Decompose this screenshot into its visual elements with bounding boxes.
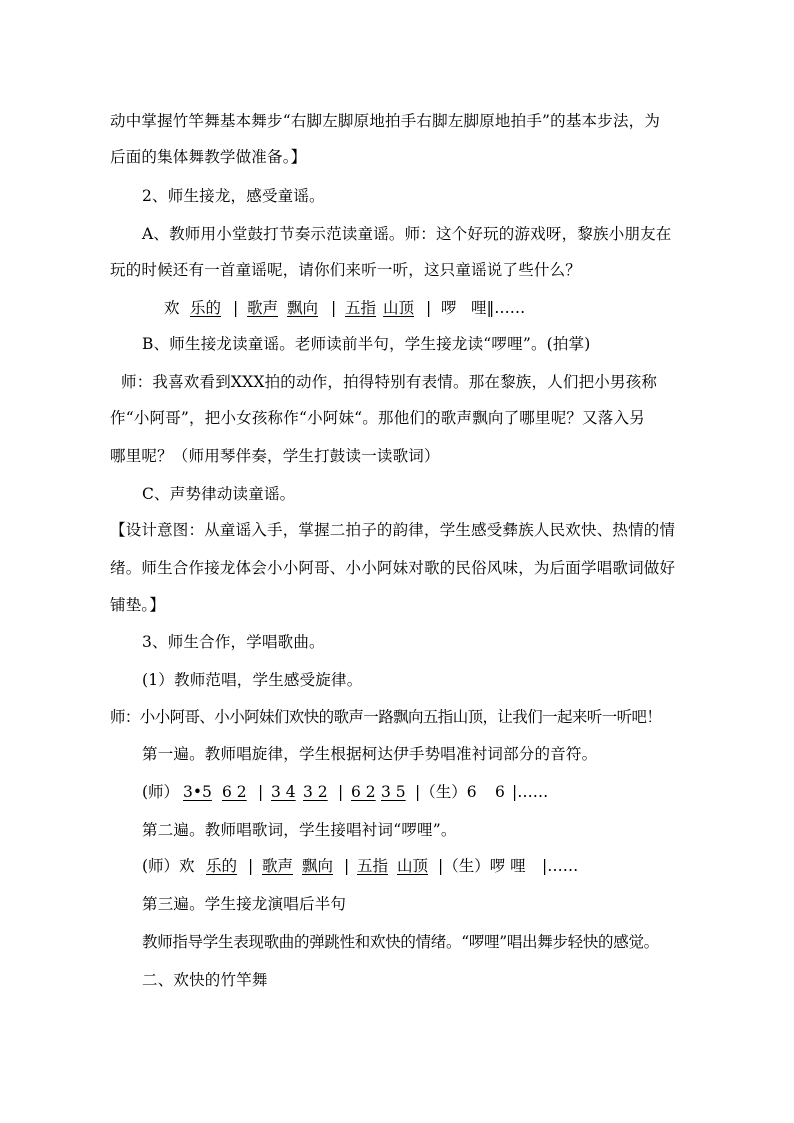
paragraph-line: 铺垫。】 <box>110 596 166 614</box>
paragraph-line: A、教师用小堂鼓打节奏示范读童谣。师：这个好玩的游戏呀，黎族小朋友在 <box>142 225 672 243</box>
lyric: 哩‖…… <box>471 299 526 317</box>
note: 6 2 <box>351 783 376 801</box>
note: 3 2 <box>303 783 328 801</box>
note: 6 2 <box>222 783 247 801</box>
paragraph-line: 绪。师生合作接龙体会小小阿哥、小小阿妹对歌的民俗风味，为后面学唱歌词做好 <box>110 559 676 577</box>
lyric: 飘向 <box>287 299 319 317</box>
paragraph-line: 第一遍。教师唱旋律，学生根据柯达伊手势唱准衬词部分的音符。 <box>142 745 598 763</box>
bar-line: | <box>233 299 239 317</box>
paragraph-line: 教师指导学生表现歌曲的弹跳性和欢快的情绪。“啰哩”唱出舞步轻快的感觉。 <box>142 933 659 951</box>
lyric-notation-line <box>0 856 794 878</box>
paragraph-line: 玩的时候还有一首童谣呢，请你们来听一听，这只童谣说了些什么？ <box>110 261 582 279</box>
paragraph-line: C、声势律动读童谣。 <box>142 485 296 503</box>
paragraph-line: 动中掌握竹竿舞基本舞步“右脚左脚原地拍手右脚左脚原地拍手”的基本步法，为 <box>110 112 661 130</box>
lyric: 五指 <box>345 299 377 317</box>
paragraph-line: 【设计意图：从童谣入手，掌握二拍子的韵律，学生感受彝族人民欢快、热情的情 <box>110 521 676 539</box>
notation-line <box>0 782 794 804</box>
bar-line: | <box>331 299 337 317</box>
bar-line: | <box>258 783 264 801</box>
section-heading: 二、欢快的竹竿舞 <box>142 971 268 989</box>
paragraph-line: 第三遍。学生接龙演唱后半句 <box>142 895 347 913</box>
paragraph-line: 第二遍。教师唱歌词，学生接唱衬词“啰哩”。 <box>142 821 457 839</box>
paragraph-line: (1）教师范唱，学生感受旋律。 <box>142 671 363 689</box>
paragraph-line: 作“小阿哥”，把小女孩称作“小阿妹“。那他们的歌声飘向了哪里呢？又落入另 <box>110 409 645 427</box>
bar-line: | <box>344 857 350 875</box>
bar-line: | <box>248 857 254 875</box>
section-heading: 3、师生合作，学唱歌曲。 <box>142 633 325 651</box>
note: 3 4 <box>271 783 296 801</box>
section-heading: 2、师生接龙，感受童谣。 <box>142 187 325 205</box>
note: 6 <box>495 783 505 801</box>
lyric: 欢 <box>164 299 180 317</box>
note: 3•5 <box>183 783 212 801</box>
label: |（生）6 <box>415 783 477 801</box>
lyric: 五指 <box>357 857 389 875</box>
lyric: 山顶 <box>397 857 429 875</box>
lyric: 乐的 <box>190 299 222 317</box>
paragraph-line: 师：小小阿哥、小小阿妹们欢快的歌声一路飘向五指山顶，让我们一起来听一听吧！ <box>110 708 662 726</box>
bar-line: |…… <box>542 857 579 875</box>
note: 3 5 <box>381 783 406 801</box>
bar-line: |…… <box>512 783 549 801</box>
lyric: 啰 <box>441 299 457 317</box>
lyric-notation-line <box>0 298 794 320</box>
lyric: (师）欢 <box>142 857 195 875</box>
bar-line: | <box>426 299 432 317</box>
label: |（生）啰 哩 <box>438 857 526 875</box>
lyric: 歌声 <box>247 299 279 317</box>
lyric: 飘向 <box>302 857 334 875</box>
paragraph-line: 师：我喜欢看到XXX拍的动作，拍得特别有表情。那在黎族，人们把小男孩称 <box>121 373 658 391</box>
paragraph-line: 哪里呢？（师用琴伴奏，学生打鼓读一读歌词） <box>110 447 440 465</box>
label: (师） <box>142 783 180 801</box>
bar-line: | <box>338 783 344 801</box>
lyric: 乐的 <box>206 857 238 875</box>
paragraph-line: B、师生接龙读童谣。老师读前半句，学生接龙读“啰哩”。(拍掌) <box>142 335 591 353</box>
lyric: 歌声 <box>262 857 294 875</box>
paragraph-line: 后面的集体舞教学做准备。】 <box>110 148 307 166</box>
lyric: 山顶 <box>383 299 415 317</box>
